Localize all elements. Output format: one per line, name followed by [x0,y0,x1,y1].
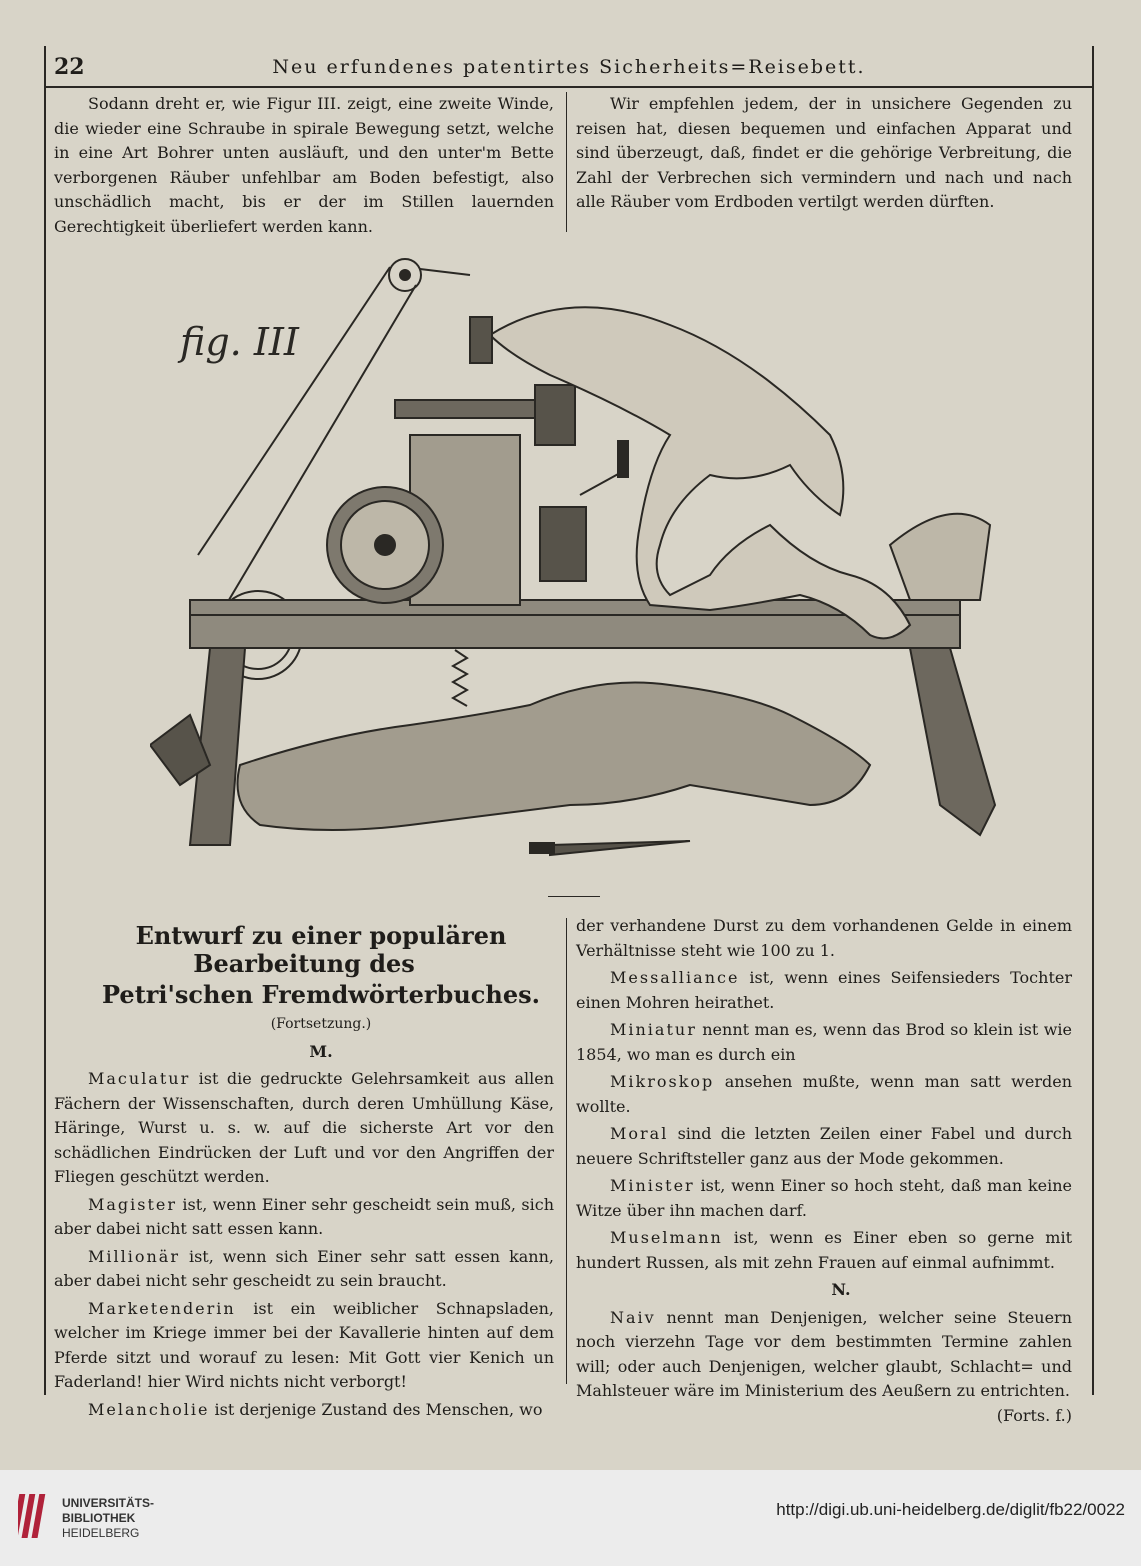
entry-text: ist, wenn es Einer eben so gerne mit hundert Russen, als mit zehn Frauen auf einmal aufnimmt. [576,1228,1072,1272]
entry-continuation: der verhandene Durst zu dem vorhandenen Gelde in einem Verhältnisse steht wie 100 zu 1. [576,916,1072,960]
entry-maculatur [54,1067,554,1190]
entry-magister [54,1193,554,1242]
entry-term: Mikroskop [610,1072,715,1091]
page-number: 22 [54,54,85,80]
entry-moral [576,1122,1072,1171]
entry-text: sind die letzten Zeilen einer Fabel und durch neuere Schriftsteller ganz aus der Mode gekommen. [576,1124,1072,1168]
entry-text: nennt man Denjenigen, welcher seine Steuern noch vierzehn Tage vor dem bestimmten Termine zahlen will; oder auch Denjenigen, welcher glaubt, Schlacht= und Mahlsteuer wäre im Ministerium des Aeußern zu entrichten. [576,1307,1072,1400]
continuation-note: (Forts. f.) [996,1405,1072,1425]
entry-text: ist, wenn eines Seifensieders Tochter einen Mohren heirathet. [576,968,1072,1012]
article-right-column [576,914,1072,1428]
entry-marketenderin [54,1297,554,1395]
engraving-illustration-icon [150,245,1080,875]
entry-minister [576,1174,1072,1223]
entry-text: nennt man es, wenn das Brod so klein ist wie 1854, wo man es durch ein [576,1020,1072,1064]
library-line2: BIBLIOTHEK [62,1511,136,1525]
library-logo-icon [18,1490,52,1542]
column-divider-top [566,92,567,232]
entry-melancholie [54,1398,554,1423]
section-letter-n: N. [831,1280,851,1299]
entry-term: Melancholie [88,1399,210,1419]
entry-text: ist, wenn Einer sehr gescheidt sein muß, sich aber dabei nicht satt essen kann. [54,1194,554,1238]
figure-separator [548,896,600,897]
entry-naiv [576,1306,1072,1425]
entry-miniatur [576,1018,1072,1067]
entry-term: Millionär [88,1246,180,1266]
entry-term: Magister [88,1194,178,1214]
permalink-url[interactable]: http://digi.ub.uni-heidelberg.de/diglit/fb22/0022 [776,1500,1125,1519]
entry-term: Marketenderin [88,1298,236,1318]
entry-text: ist die gedruckte Gelehrsamkeit aus allen Fächern der Wissenschaften, durch deren Umhüllung Käse, Häringe, Wurst u. s. w. auf die sicherste Art vor den schädlichen Eindrücken der Luft und vor den Angriffen der Fliegen geschützt werden. [54,1069,554,1186]
top-left-paragraph: Sodann dreht er, wie Figur III. zeigt, eine zweite Winde, die wieder eine Schraube in spirale Bewegung setzt, welche in eine Art Bohrer unten ausläuft, und den unter'm Bette verborgenen Räuber unfehlbar am Boden befestigt, also unschädlich macht, bis er der im Stillen lauernden Gerechtigkeit überliefert werden kann. [54,94,554,236]
figure-label: fig. III [180,320,299,364]
top-left-column [54,92,554,242]
top-right-column [576,92,1072,218]
entry-term: Naiv [610,1307,656,1327]
running-title: Neu erfundenes patentirtes Sicherheits=Reisebett. [272,56,866,78]
viewer-footer [0,1470,1141,1566]
section-letter-m: M. [309,1041,333,1061]
entry-text: ist ein weiblicher Schnapsladen, welcher im Kriege immer bei der Kavallerie hinten auf dem Pferde sitzt und worauf zu lesen: Mit Gott vier Kenich un Faderland! hier Wird nichts nicht verborgt! [54,1298,554,1391]
entry-text: ist derjenige Zustand des Menschen, wo [209,1399,543,1419]
entry-text: ist, wenn sich Einer sehr satt essen kann, aber dabei nicht sehr gescheidt zu sein braucht. [54,1246,554,1290]
entry-mikroskop [576,1070,1072,1119]
entry-term: Moral [610,1124,669,1143]
library-line3: HEIDELBERG [62,1526,140,1540]
entry-term: Minister [610,1176,695,1195]
library-line1: UNIVERSITÄTS- [62,1496,155,1510]
top-right-paragraph: Wir empfehlen jedem, der in unsichere Gegenden zu reisen hat, diesen bequemen und einfachen Apparat und sind überzeugt, daß, findet er die gehörige Verbreitung, die Zahl der Verbrechen sich vermindern und nach und nach alle Räuber vom Erdboden vertilgt werden dürften. [576,94,1072,211]
engraving-figure [150,245,1080,875]
entry-term: Messalliance [610,968,740,987]
article-subtitle: (Fortsetzung.) [270,1016,372,1032]
article-title-line2: Petri'schen Fremdwörterbuches. [102,980,540,1009]
entry-term: Muselmann [610,1228,723,1247]
entry-muselmann [576,1226,1072,1275]
entry-text: ist, wenn Einer so hoch steht, daß man keine Witze über ihn machen darf. [576,1176,1072,1220]
entry-term: Miniatur [610,1020,697,1039]
library-name [62,1496,154,1541]
entry-text: ansehen mußte, wenn man satt werden wollte. [576,1072,1072,1116]
entry-millionaer [54,1245,554,1294]
column-divider-bottom [566,918,567,1384]
page-header [44,50,1094,88]
entry-term: Maculatur [88,1069,191,1088]
article-left-column [54,922,554,1425]
entry-messalliance [576,966,1072,1015]
article-title-line1: Entwurf zu einer populären Bearbeitung des [135,921,507,978]
